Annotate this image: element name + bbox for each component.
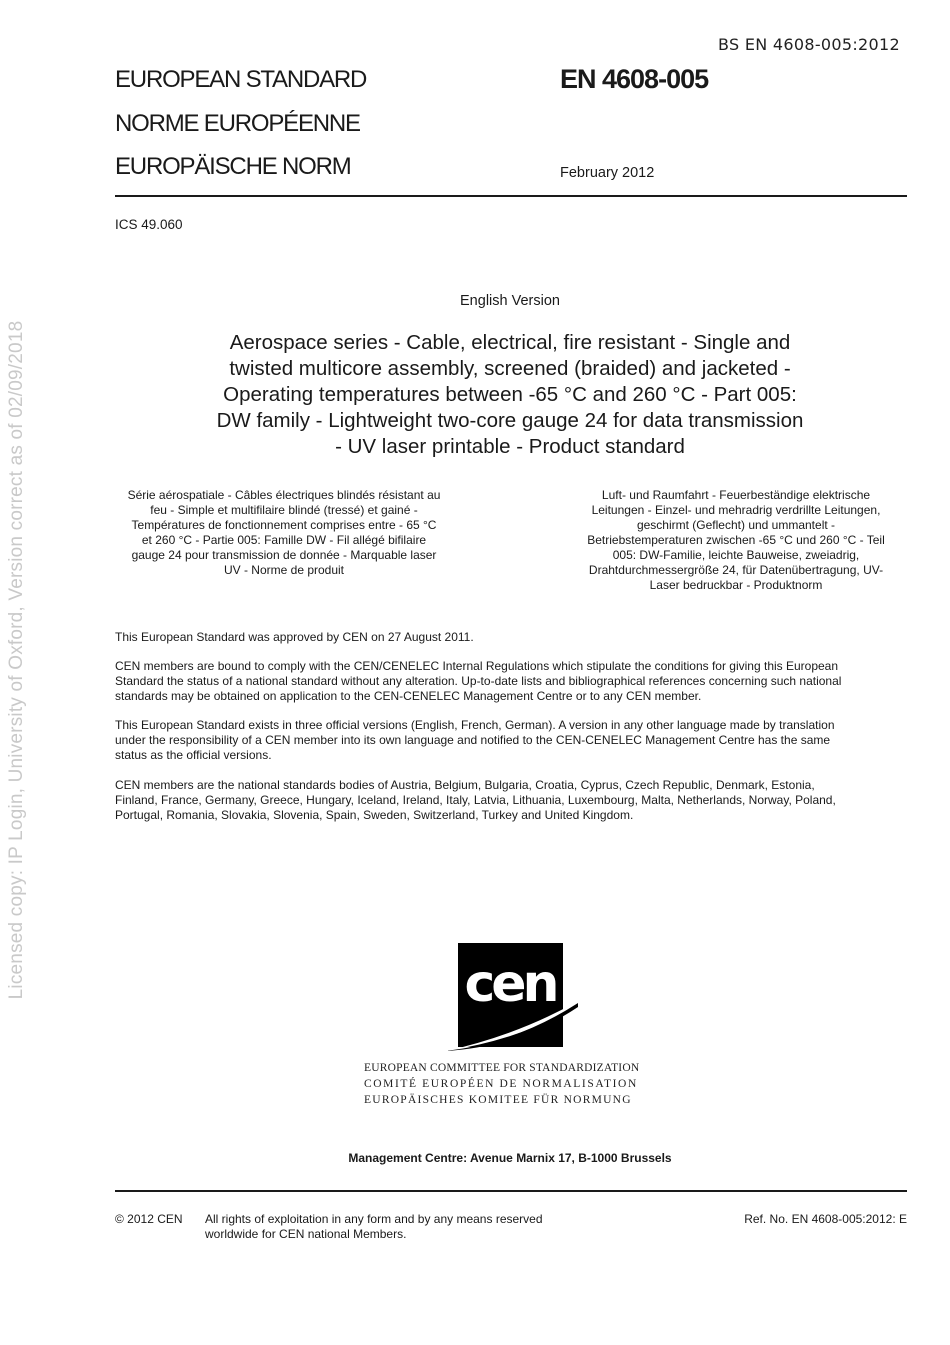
cen-logo	[446, 943, 578, 1051]
license-watermark: Licensed copy: IP Login, University of Oxford, Version correct as of 02/09/2018	[6, 320, 27, 1000]
english-version-label: English Version	[460, 293, 560, 309]
standard-title-fr: NORME EUROPÉENNE	[115, 110, 360, 137]
management-centre-address: Management Centre: Avenue Marnix 17, B-1000 Brussels	[348, 1151, 672, 1165]
french-title-line: UV - Norme de produit	[223, 563, 345, 577]
paragraph-line: CEN members are bound to comply with the CEN/CENELEC Internal Regulations which stipulate the conditions for giving this European	[115, 659, 839, 673]
rights-statement	[205, 1212, 625, 1242]
footer-divider	[115, 1190, 907, 1192]
title-line: twisted multicore assembly, screened (braided) and jacketed -	[229, 357, 791, 380]
cen-name-de: EUROPÄISCHES KOMITEE FÜR NORMUNG	[364, 1094, 632, 1106]
standard-title-de: EUROPÄISCHE NORM	[115, 153, 351, 180]
paragraph-line: This European Standard exists in three official versions (English, French, German). A version in any other language made by translation	[115, 718, 835, 732]
french-title-line: feu - Simple et multifilaire blindé (tressé) et gainé -	[150, 503, 418, 517]
french-title-line: gauge 24 pour transmission de donnée - Marquable laser	[131, 548, 437, 562]
title-line: Operating temperatures between -65 °C and 260 °C - Part 005:	[223, 383, 797, 406]
german-title-line: Leitungen - Einzel- und mehradrig verdrillte Leitungen,	[591, 503, 881, 517]
german-title-line: geschirmt (Geflecht) und ummantelt -	[636, 518, 836, 532]
german-title-line: Drahtdurchmessergröße 24, für Datenübertragung, UV-	[588, 563, 884, 577]
versions-paragraph	[115, 718, 910, 763]
french-title-line: Températures de fonctionnement comprises entre - 65 °C	[131, 518, 437, 532]
document-title	[160, 330, 860, 460]
cen-name-fr: COMITÉ EUROPÉEN DE NORMALISATION	[364, 1078, 638, 1090]
french-title	[113, 488, 455, 578]
bs-reference: BS EN 4608-005:2012	[718, 35, 900, 54]
german-title-line: Luft- und Raumfahrt - Feuerbeständige elektrische	[601, 488, 871, 502]
paragraph-line: under the responsibility of a CEN member into its own language and notified to the CEN-CENELEC Management Centre has the same	[115, 733, 831, 747]
header-divider	[115, 195, 907, 197]
french-title-line: et 260 °C - Partie 005: Famille DW - Fil allégé bifilaire	[141, 533, 427, 547]
title-line: - UV laser printable - Product standard	[335, 435, 685, 458]
title-line: DW family - Lightweight two-core gauge 24 for data transmission	[216, 409, 804, 432]
standard-title-en: EUROPEAN STANDARD	[115, 66, 367, 93]
members-paragraph	[115, 778, 910, 823]
paragraph-line: Standard the status of a national standard without any alteration. Up-to-date lists and bibliographical references concerning such national	[115, 674, 842, 688]
german-title-line: 005: DW-Familie, leichte Bauweise, zweiadrig,	[612, 548, 860, 562]
reference-number: Ref. No. EN 4608-005:2012: E	[744, 1212, 907, 1226]
rights-line: All rights of exploitation in any form and by any means reserved	[205, 1212, 543, 1226]
compliance-paragraph	[115, 659, 910, 704]
paragraph-line: This European Standard was approved by CEN on 27 August 2011.	[115, 630, 474, 644]
title-line: Aerospace series - Cable, electrical, fire resistant - Single and	[229, 331, 791, 354]
approval-paragraph	[115, 630, 910, 645]
cen-name-en: EUROPEAN COMMITTEE FOR STANDARDIZATION	[364, 1062, 640, 1074]
ics-code: ICS 49.060	[115, 217, 183, 232]
publication-date: February 2012	[560, 165, 655, 181]
paragraph-line: standards may be obtained on application to the CEN-CENELEC Management Centre or to any CEN member.	[115, 689, 702, 703]
document-number: EN 4608-005	[560, 64, 709, 94]
paragraph-line: status as the official versions.	[115, 748, 272, 762]
paragraph-line: CEN members are the national standards bodies of Austria, Belgium, Bulgaria, Croatia, Cyprus, Czech Republic, Denmark, Estonia,	[115, 778, 815, 792]
rights-line: worldwide for CEN national Members.	[205, 1227, 407, 1241]
cen-logo-text: cen	[464, 954, 556, 1014]
paragraph-line: Portugal, Romania, Slovakia, Slovenia, Spain, Sweden, Switzerland, Turkey and United Kingdom.	[115, 808, 634, 822]
german-title-line: Laser bedruckbar - Produktnorm	[649, 578, 823, 592]
copyright: © 2012 CEN	[115, 1212, 183, 1226]
french-title-line: Série aérospatiale - Câbles électriques blindés résistant au	[127, 488, 441, 502]
paragraph-line: Finland, France, Germany, Greece, Hungary, Iceland, Ireland, Italy, Latvia, Lithuania, Luxembourg, Malta, Netherlands, Norway, Poland,	[115, 793, 836, 807]
german-title-line: Betriebstemperaturen zwischen -65 °C und 260 °C - Teil	[587, 533, 885, 547]
german-title	[565, 488, 907, 593]
